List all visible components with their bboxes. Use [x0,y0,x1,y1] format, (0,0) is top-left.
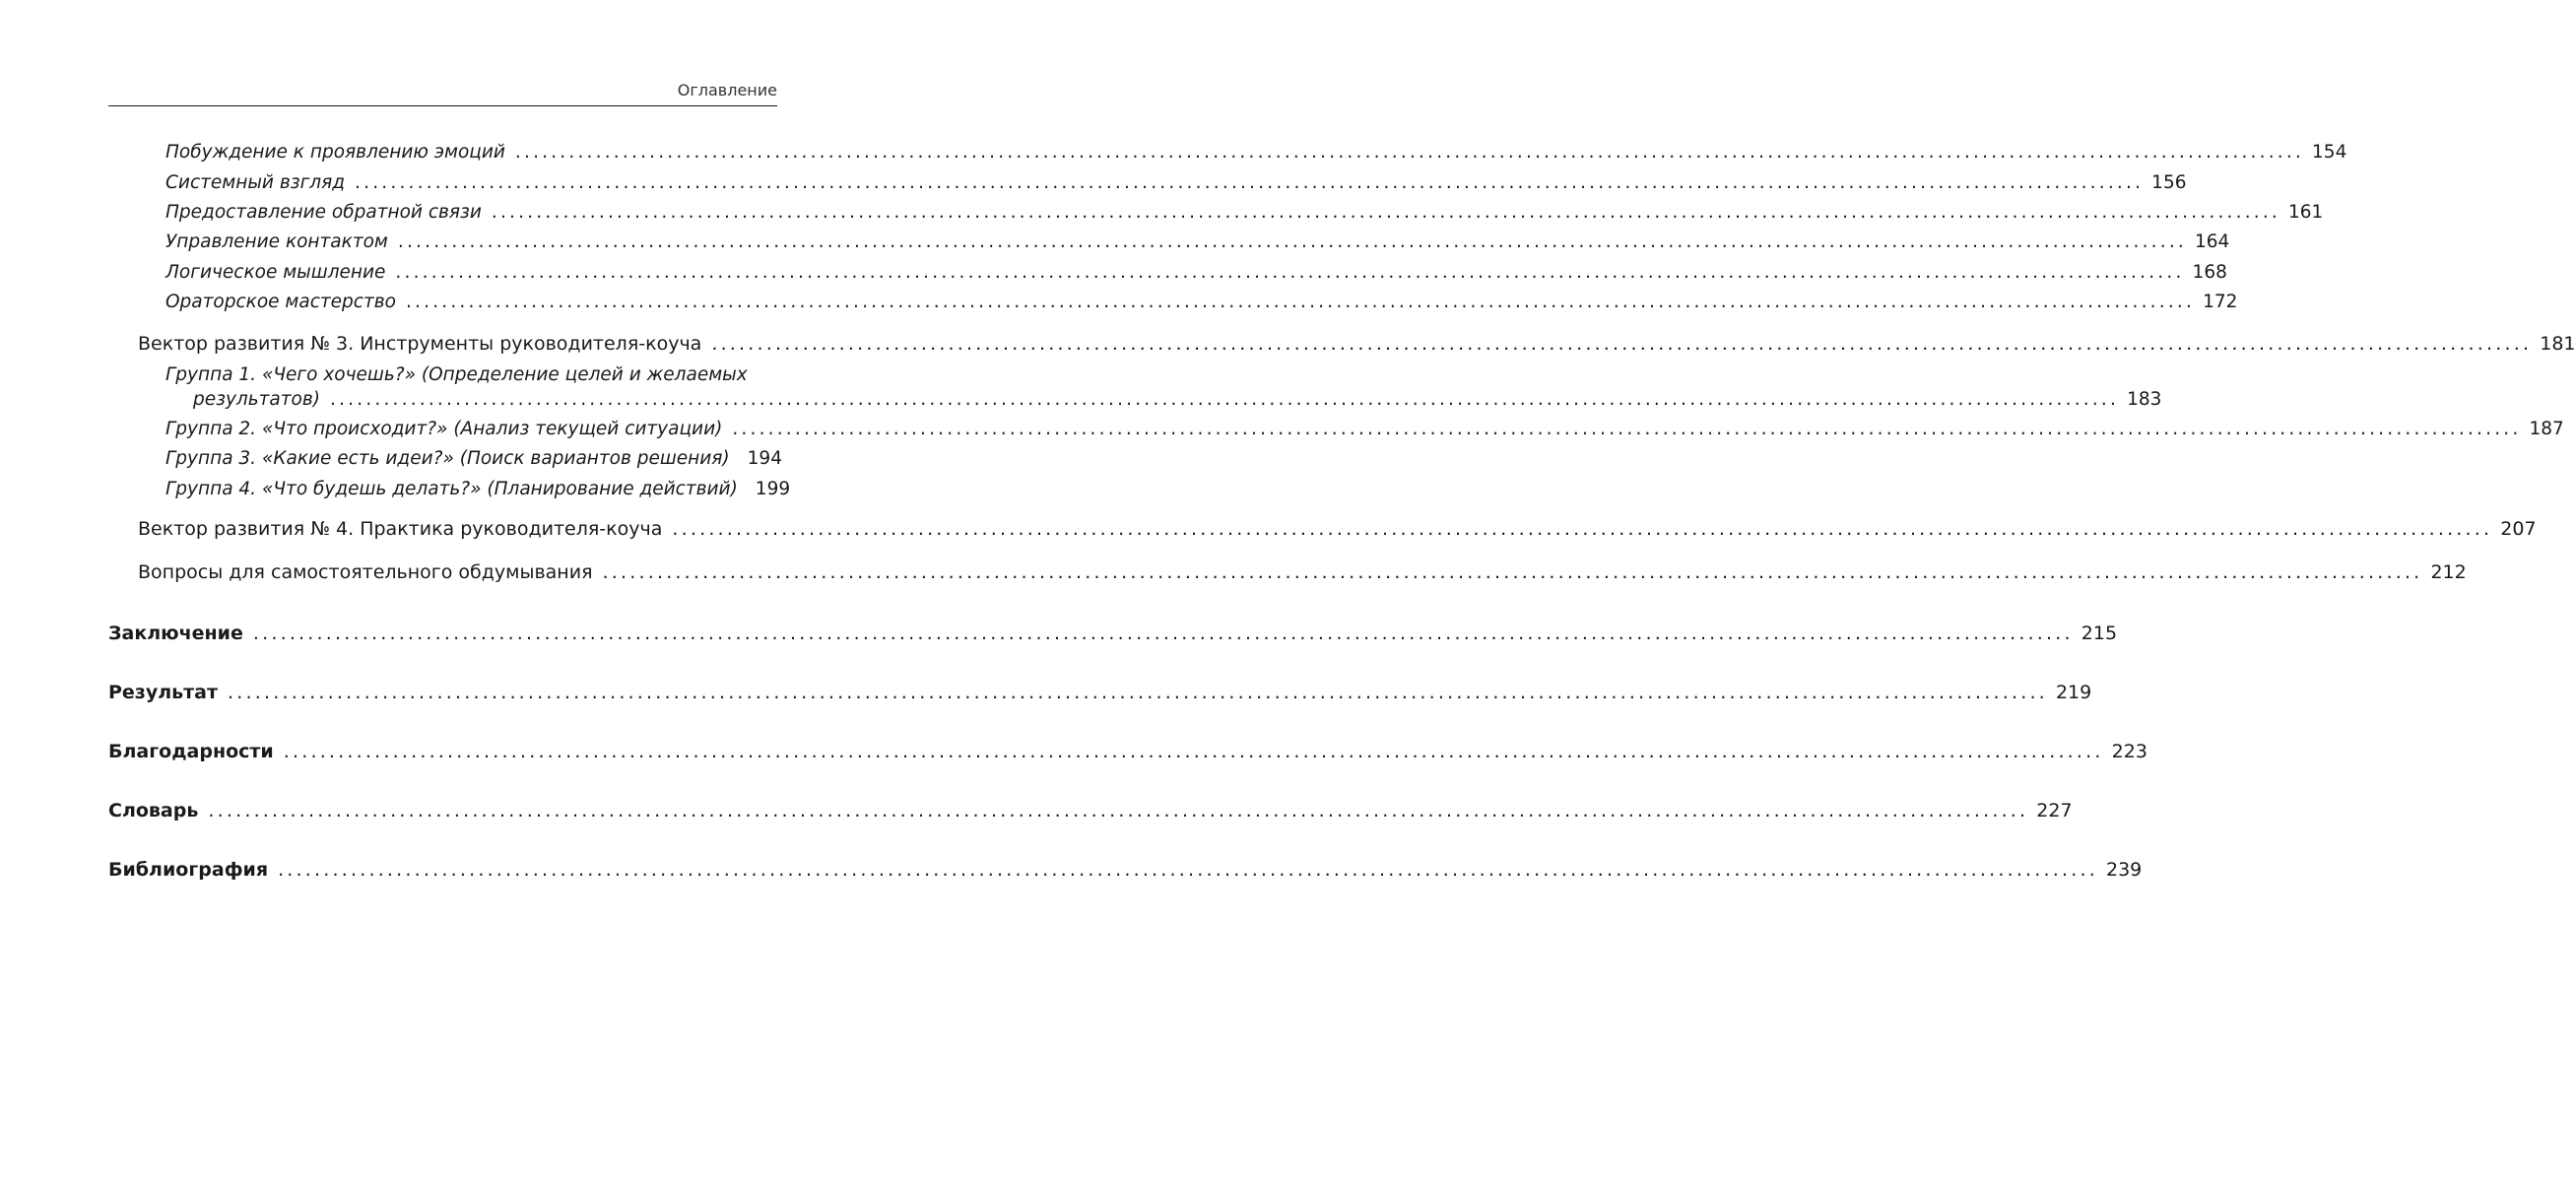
toc-entry[interactable] [165,172,2187,194]
toc-entry[interactable] [165,448,782,470]
toc-entry-title: Логическое мышление [165,262,386,283]
toc-entry[interactable] [108,623,2118,645]
toc-leader-dots: ........................................................................................................................................................................................................ [355,172,2145,193]
toc-entry[interactable] [138,333,2576,356]
toc-entry-page: 168 [2192,262,2227,283]
toc-entry[interactable] [165,419,2564,440]
toc-entry[interactable] [108,859,2143,882]
toc-entry[interactable] [165,202,2324,224]
toc-entry[interactable] [165,262,2227,284]
toc-entry-page: 239 [2105,859,2143,881]
toc-leader-dots: ........................................................................................................................................................................................................ [252,623,2074,644]
toc-leader-dots: ........................................................................................................................................................................................................ [395,262,2185,283]
toc-entry-title: Заключение [108,623,243,644]
toc-entry-title: Результат [108,682,219,703]
toc-entry[interactable] [138,561,2467,584]
toc-entry-title: Группа 4. «Что будешь делать?» (Планирование действий) [165,479,738,499]
toc-entry-page: 187 [2529,419,2564,439]
toc-leader-dots: ........................................................................................................................................................................................................ [228,682,2048,703]
toc-entry[interactable] [165,142,2347,164]
toc-leader-dots: ........................................................................................................................................................................................................ [405,292,2196,312]
toc-leader-dots: ........................................................................................................................................................................................................ [491,202,2281,223]
header-rule [108,105,777,106]
toc-entry-page: 156 [2151,172,2187,193]
toc-leader-dots: ........................................................................................................................................................................................................ [329,389,2120,410]
toc-entry-title: Побуждение к проявлению эмоций [165,142,505,163]
toc-entry[interactable] [165,292,2238,313]
toc-entry-title-line2: результатов) [193,389,320,410]
toc-entry-title: Системный взгляд [165,172,346,193]
toc-leader-dots: ........................................................................................................................................................................................................ [732,419,2522,439]
toc-entry-title: Словарь [108,800,199,821]
toc-entry-page: 207 [2500,518,2537,540]
toc-entry[interactable] [108,682,2092,704]
toc-entry[interactable] [108,800,2073,822]
toc-entry[interactable] [193,389,2162,411]
toc-entry-page: 154 [2312,142,2347,163]
toc-entry-page: 219 [2055,682,2092,703]
toc-leader-dots: ........................................................................................................................................................................................................ [514,142,2305,163]
toc-leader-dots: ........................................................................................................................................................................................................ [397,231,2187,252]
toc-entry-page: 223 [2111,741,2147,762]
toc-entry-page: 183 [2127,389,2162,410]
toc-entry-title: Вектор развития № 4. Практика руководителя-коуча [138,518,663,540]
toc-entry-title: Благодарности [108,741,274,762]
toc-entry[interactable] [165,231,2230,253]
running-head: Оглавление [677,81,777,99]
toc-entry-page: 161 [2288,202,2324,223]
toc-entry-title: Вектор развития № 3. Инструменты руководителя-коуча [138,333,702,355]
toc-entry-page: 227 [2036,800,2073,821]
toc-entry-title: Вопросы для самостоятельного обдумывания [138,561,593,583]
toc-entry-page: 181 [2540,333,2576,355]
toc-leader-dots: ........................................................................................................................................................................................................ [672,518,2493,540]
toc-entry-page: 164 [2195,231,2230,252]
toc-entry-title: Группа 3. «Какие есть идеи?» (Поиск вариантов решения) [165,448,730,469]
toc-leader-dots: ........................................................................................................................................................................................................ [283,741,2104,762]
toc-entry-page: 194 [747,448,782,469]
toc-entry[interactable] [108,741,2147,763]
toc-leader-dots: ........................................................................................................................................................................................................ [711,333,2533,355]
toc-entry-title: Группа 2. «Что происходит?» (Анализ текущей ситуации) [165,419,723,439]
toc-entry-title: Библиография [108,859,269,881]
toc-entry-title-line1[interactable]: Группа 1. «Чего хочешь?» (Определение целей и желаемых [165,364,748,385]
toc-entry-page: 215 [2081,623,2118,644]
toc-entry-page: 199 [755,479,791,499]
toc-entry-title: Управление контактом [165,231,388,252]
toc-entry-title: Ораторское мастерство [165,292,396,312]
toc-leader-dots: ........................................................................................................................................................................................................ [208,800,2029,821]
toc-entry-title: Предоставление обратной связи [165,202,482,223]
toc-entry[interactable] [165,479,791,500]
toc-leader-dots: ........................................................................................................................................................................................................ [602,561,2423,583]
toc-leader-dots: ........................................................................................................................................................................................................ [278,859,2098,881]
toc-entry-page: 172 [2203,292,2238,312]
toc-entry[interactable] [138,518,2537,541]
toc-entry-page: 212 [2430,561,2467,583]
